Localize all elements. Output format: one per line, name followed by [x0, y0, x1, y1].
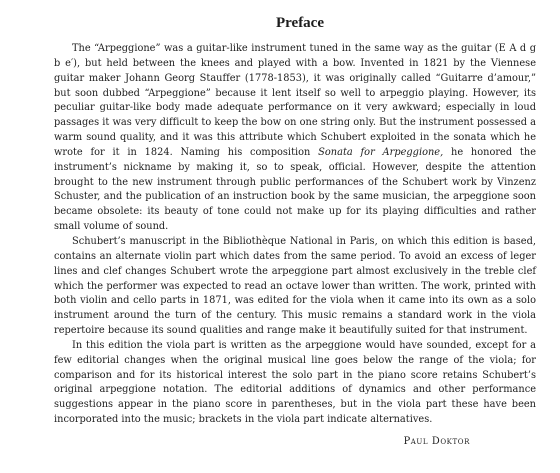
paragraph-1-text-start: The “Arpeggione” was a guitar-like instrument tuned in the same way as the guitar (E A d g b e′), but held between the knees and played with a bow. Invented in 1821 by the Viennese guitar maker Johann Georg Stauffer (1778-1853), it was originally called “Guitarre d’amour,” but soon dubbed “Arpeggione” because it lent itself so well to arpeggio playing. However, its peculiar guitar-like body made adequate performance on it very awkward; especially in loud passages it was very difficult to keep the bow on one string only. But the instrument possessed a warm sound quality, and it was this attribute which Schubert exploited in the sonata which he wrote for it in 1824. Naming his composition — [54, 43, 536, 158]
paragraph-arpeggione-history — [54, 42, 536, 235]
paragraph-edition-notes: In this edition the viola part is written as the arpeggione would have sounded, except for a few editorial changes when the original musical line goes below the range of the viola; for comparison and for its historical interest the solo part in the piano score retains Schubert’s original arpeggione notation. The editorial additions of dynamics and other performance suggestions appear in the piano score in parentheses, but in the viola part these have been incorporated into the music; brackets in the viola part indicate alternatives. — [54, 339, 536, 426]
composition-title: Sonata for Arpeggione, — [318, 146, 444, 158]
author-signature: Paul Doktor — [403, 435, 470, 447]
paragraph-1-text-end: he honored the instrument’s nickname by making it, so to speak, official. However, despite the attention brought to the new instrument through public performances of the Schubert work by Vinzenz Schuster, and the publication of an instruction book by the same musician, the arpeggione soon became obsolete: its beauty of tone could not make up for its playing difficulties and rather small volume of sound. — [54, 146, 536, 233]
page-title: Preface — [275, 15, 325, 31]
paragraph-manuscript: Schubert’s manuscript in the Bibliothèque National in Paris, on which this edition is based, contains an alternate violin part which dates from the same period. To avoid an excess of leger lines and clef changes Schubert wrote the arpeggione part almost exclusively in the treble clef which the performer was expected to read an octave lower than written. The work, printed with both violin and cello parts in 1871, was edited for the viola when it came into its own as a solo instrument around the turn of the century. This music remains a standard work in the viola repertoire because its sound qualities and range make it beautifully suited for that instrument. — [54, 235, 536, 337]
